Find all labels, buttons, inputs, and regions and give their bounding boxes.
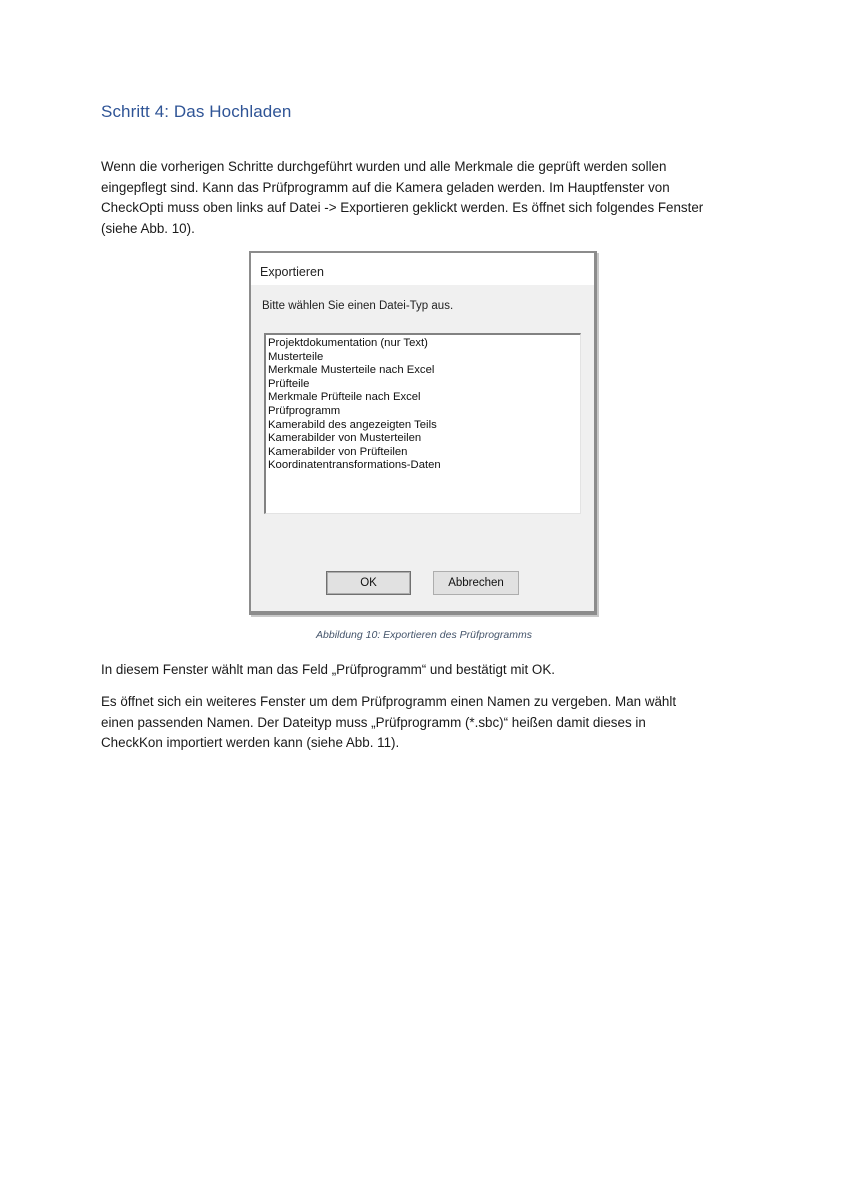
- file-type-option[interactable]: Koordinatentransformations-Daten: [268, 459, 441, 472]
- file-type-option[interactable]: Kamerabilder von Musterteilen: [268, 432, 422, 445]
- paragraph-line: Wenn die vorherigen Schritte durchgeführt wurden und alle Merkmale die geprüft werden sollen: [101, 159, 667, 174]
- section-heading: Schritt 4: Das Hochladen: [101, 102, 292, 121]
- intro-paragraph: [101, 157, 751, 239]
- paragraph-line: CheckOpti muss oben links auf Datei -> Exportieren geklickt werden. Es öffnet sich folgendes Fenster: [101, 200, 704, 216]
- instruction-paragraph: [101, 660, 751, 681]
- dialog-titlebar: [251, 253, 594, 285]
- paragraph-line: In diesem Fenster wählt man das Feld „Prüfprogramm“ und bestätigt mit OK.: [101, 662, 555, 677]
- paragraph-line: CheckKon importiert werden kann (siehe Abb. 11).: [101, 735, 400, 751]
- file-type-option[interactable]: Kamerabilder von Prüfteilen: [268, 445, 408, 458]
- file-type-option[interactable]: Kamerabild des angezeigten Teils: [268, 418, 437, 431]
- file-type-option[interactable]: Prüfteile: [268, 377, 310, 390]
- dialog-title: Exportieren: [260, 265, 324, 279]
- cancel-button[interactable]: Abbrechen: [433, 571, 519, 595]
- file-type-listbox[interactable]: [264, 333, 581, 514]
- ok-button[interactable]: OK: [326, 571, 411, 595]
- file-type-option[interactable]: Musterteile: [268, 350, 324, 363]
- paragraph-line: Es öffnet sich ein weiteres Fenster um dem Prüfprogramm einen Namen zu vergeben. Man wählt: [101, 694, 677, 709]
- file-type-option[interactable]: Merkmale Musterteile nach Excel: [268, 364, 435, 377]
- file-type-option[interactable]: Merkmale Prüfteile nach Excel: [268, 391, 421, 404]
- export-dialog-screenshot: [249, 251, 597, 615]
- figure-caption: Abbildung 10: Exportieren des Prüfprogramms: [316, 629, 532, 641]
- file-type-option-pruefprogramm[interactable]: Prüfprogramm: [268, 404, 341, 417]
- paragraph-line: eingepflegt sind. Kann das Prüfprogramm auf die Kamera geladen werden. Im Hauptfenster von: [101, 179, 670, 195]
- paragraph-line: (siehe Abb. 10).: [101, 220, 195, 236]
- dialog-prompt: Bitte wählen Sie einen Datei-Typ aus.: [262, 300, 454, 312]
- file-type-option[interactable]: Projektdokumentation (nur Text): [268, 337, 428, 349]
- paragraph-line: einen passenden Namen. Der Dateityp muss „Prüfprogramm (*.sbc)“ heißen damit dieses in: [101, 714, 646, 730]
- followup-paragraph: [101, 692, 751, 754]
- export-dialog: [251, 253, 594, 611]
